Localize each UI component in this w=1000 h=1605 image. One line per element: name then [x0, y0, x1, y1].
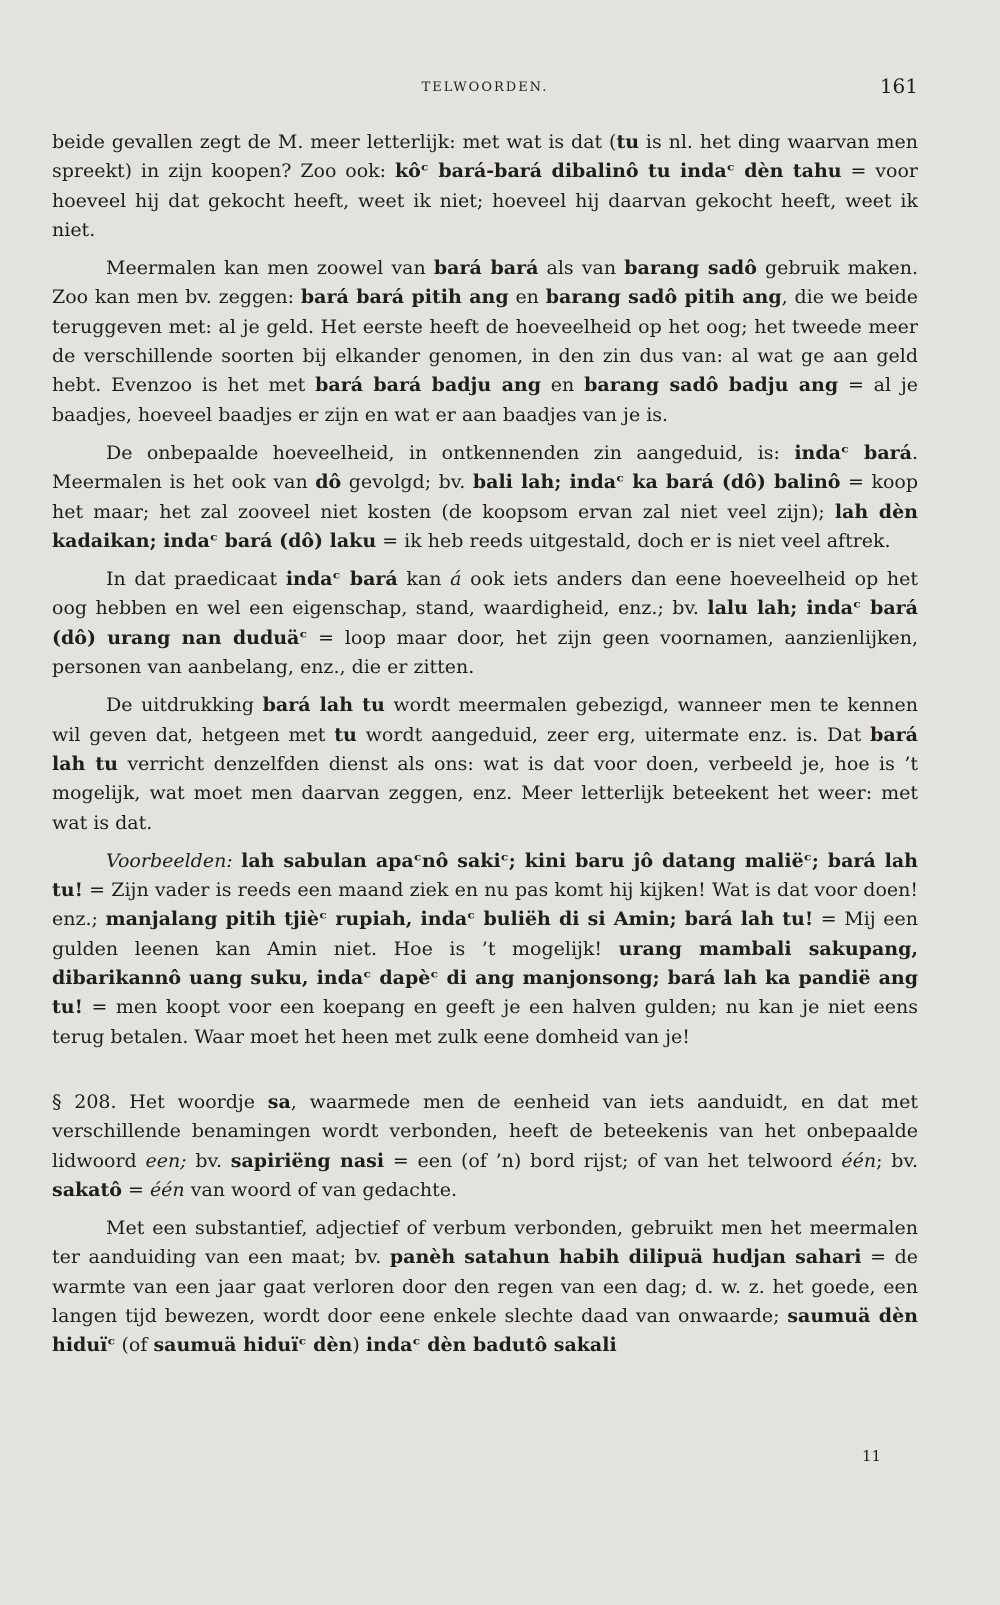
text-run: De onbepaalde hoeveelheid, in ontkennenden zin aangeduid, is: [106, 441, 795, 464]
signature-mark: 11 [862, 1447, 882, 1465]
malay-term: barang sadô [624, 257, 757, 280]
text-run: = loop maar door, het zijn geen voornamen, aanzienlijken, personen van aanbelang, enz., die er zitten. [52, 626, 918, 679]
text-run: ) [352, 1334, 366, 1357]
text-run: = Zijn vader is reeds een maand ziek en nu pas komt hij kijken! Wat is dat voor doen! enz.; [52, 879, 918, 931]
malay-term: bará bará pitih ang [300, 286, 509, 309]
italic-text: één [149, 1178, 185, 1201]
body-text [52, 128, 918, 1361]
text-run: = al je baadjes, hoeveel baadjes er zijn en wat er aan baadjes van je is. [52, 374, 919, 426]
paragraph-section-208 [52, 1088, 918, 1205]
text-run: = [121, 1178, 150, 1201]
malay-term: bará lah tu [262, 694, 385, 717]
text-run: bv. [186, 1149, 231, 1172]
text-run: = de warmte van een jaar gaat verloren door den regen van een dag; d. w. z. het goede, een langen tijd bewezen, wordt door eene enkele slechte daad van onwaarde; [52, 1246, 918, 1327]
text-run: = voor hoeveel hij dat gekocht heeft, weet ik niet; hoeveel hij daarvan gekocht heeft, weet ik niet. [52, 160, 918, 241]
malay-term: panèh satahun habih dilipuä hudjan sahari [389, 1246, 862, 1269]
paragraph-voorbeelden [52, 847, 918, 1052]
text-run: , waarmede men de eenheid van iets aanduidt, en dat met verschillende benamingen wordt verbonden, heeft de beteekenis van het onbepaalde lidwoord [52, 1090, 919, 1172]
text-run: = men koopt voor een koepang en geeft je een halven gulden; nu kan je niet eens terug betalen. Waar moet het heen met zulk eene domheid van je! [52, 996, 918, 1048]
text-run: De uitdrukking [106, 694, 263, 717]
text-run: , die we beide teruggeven met: al je geld. Het eerste heeft de hoeveelheid op het oog; het tweede meer de verschillende soorten bij elkander genomen, in den zin dus van: al wat ge aan geld hebt. Evenzoo is het met [52, 286, 919, 397]
text-run: ; bv. [876, 1149, 918, 1172]
text-run: Meermalen kan men zoowel van [106, 257, 434, 280]
malay-term: urang mambali sakupang, dibarikannô uang suku, indaᶜ dapèᶜ di ang manjonsong; bará lah ka pandië ang tu! [52, 937, 918, 1019]
text-run: en [541, 374, 585, 397]
running-head [52, 74, 918, 102]
text-run: = koop het maar; het zal zooveel niet kosten (de koopsom ervan zal niet veel zijn); [52, 471, 919, 523]
text-run: = ik heb reeds uitgestald, doch er is niet veel aftrek. [376, 529, 891, 552]
malay-term: dô [315, 471, 342, 494]
malay-term: lah dèn kadaikan; indaᶜ bará (dô) laku [52, 500, 918, 552]
page-number: 161 [879, 74, 918, 98]
malay-term: saumuä hiduïᶜ dèn [153, 1334, 353, 1357]
paragraph-onbepaalde-hoeveelheid [52, 439, 918, 556]
text-run: wordt meermalen gebezigd, wanneer men te kennen wil geven dat, hetgeen met [52, 694, 918, 746]
text-run [233, 850, 241, 872]
malay-term: bará lah tu [52, 723, 918, 775]
malay-term: manjalang pitih tjièᶜ rupiah, indaᶜ buliëh di si Amin; bará lah tu! [105, 908, 814, 931]
text-run: = Mij een gulden leenen kan Amin niet. Hoe is ’t mogelijk! [52, 908, 918, 960]
text-run: is nl. het ding waarvan men spreekt) in zijn koopen? Zoo ook: [52, 131, 918, 183]
malay-term: lah sabulan apaᶜnô sakiᶜ; kini baru jô datang maliëᶜ; bará lah tu! [52, 849, 919, 902]
text-run: Met een substantief, adjectief of verbum verbonden, gebruikt men het meermalen ter aanduiding van een maat; bv. [52, 1217, 918, 1269]
text-run: verricht denzelfden dienst als ons: wat is dat voor doen, verbeeld je, hoe is ’t mogelijk, wat moet men daarvan zeggen, enz. Meer letterlijk beteekent het weer: met wat is dat. [52, 752, 918, 834]
text-run: beide gevallen zegt de M. meer letterlijk: met wat is dat ( [52, 131, 617, 153]
text-run: gevolgd; bv. [341, 471, 473, 494]
italic-text: á [450, 568, 462, 591]
text-run: als van [538, 257, 625, 280]
malay-term: tu [334, 723, 357, 746]
malay-term: bará bará badju ang [315, 374, 542, 397]
text-run: van woord of van gedachte. [184, 1178, 458, 1201]
text-run: en [508, 286, 546, 309]
malay-term: sapiriëng nasi [230, 1149, 385, 1172]
text-run: kan [397, 568, 451, 591]
paragraph-bara-bara [52, 254, 918, 430]
malay-term: bará bará [433, 257, 539, 280]
malay-term: indaᶜ dèn badutô sakali [365, 1334, 617, 1357]
malay-term: sa [267, 1090, 291, 1113]
malay-term: tu [616, 131, 640, 153]
malay-term: bali lah; indaᶜ ka bará (dô) balinô [472, 471, 841, 494]
paragraph-uitdrukking [52, 691, 918, 837]
running-title: TELWOORDEN. [421, 80, 549, 95]
text-run: . Meermalen is het ook van [52, 441, 919, 494]
text-run: ook iets anders dan eene hoeveelheid op het oog hebben en wel een eigenschap, stand, waardigheid, enz.; bv. [52, 568, 919, 620]
malay-term: barang sadô pitih ang [545, 286, 782, 309]
text-run: In dat praedicaat [106, 568, 286, 591]
malay-term: barang sadô badju ang [584, 374, 839, 397]
italic-text: één [841, 1149, 877, 1172]
text-run: = een (of ’n) bord rijst; of van het telwoord [384, 1149, 842, 1172]
italic-text: een; [145, 1149, 187, 1172]
text-run: (of [115, 1334, 154, 1357]
text-run: wordt aangeduid, zeer erg, uitermate enz. is. Dat [356, 723, 871, 746]
text-run: gebruik maken. Zoo kan men bv. zeggen: [52, 257, 918, 309]
malay-term: indaᶜ bará [794, 441, 912, 464]
text-run: § 208. Het woordje [52, 1090, 268, 1113]
malay-term: sakatô [52, 1178, 122, 1201]
paragraph-continuation [52, 128, 918, 245]
italic-text: Voorbeelden: [106, 849, 233, 872]
paragraph-praedicaat [52, 565, 918, 682]
malay-term: saumuä dèn hiduïᶜ [52, 1304, 918, 1357]
malay-term: lalu lah; indaᶜ bará (dô) urang nan duduäᶜ [52, 597, 918, 649]
malay-term: kôᶜ bará-bará dibalinô tu indaᶜ dèn tahu [394, 160, 842, 183]
malay-term: indaᶜ bará [285, 568, 398, 591]
paragraph-maat [52, 1214, 918, 1360]
